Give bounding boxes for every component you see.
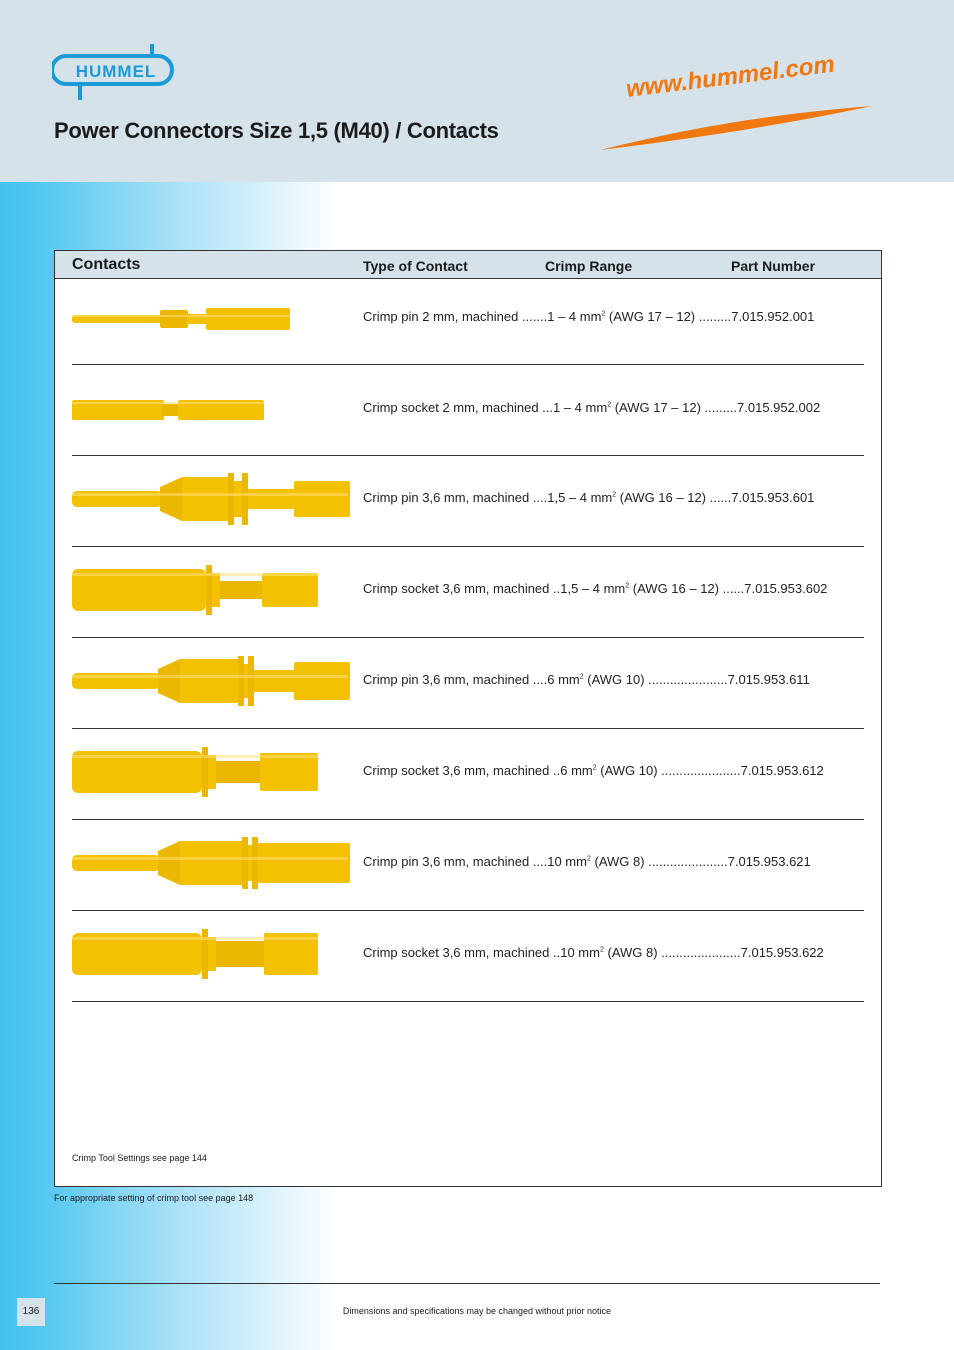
crimp-socket-2mm-image: [72, 397, 272, 423]
crimp-tool-note: Crimp Tool Settings see page 144: [72, 1153, 207, 1163]
crimp-pin-3-6mm-image: [72, 837, 352, 889]
hummel-logo: [52, 44, 180, 102]
page-number: 136: [17, 1298, 45, 1326]
col-part-number: Part Number: [731, 258, 816, 274]
contacts-panel: [54, 250, 882, 1187]
contact-spec: Crimp pin 3,6 mm, machined ....6 $mm^2$ (AWG 10) ......................7.015.953.611: [363, 672, 810, 687]
crimp-pin-2mm-image: [72, 306, 292, 332]
logo-text: HUMMEL: [75, 62, 157, 81]
contact-spec: Crimp socket 3,6 mm, machined ..6 $mm^2$ (AWG 10) ......................7.015.953.612: [363, 763, 824, 778]
contact-spec: Crimp pin 2 mm, machined .......1 – 4 $mm^2$ (AWG 17 – 12) .........7.015.952.001: [363, 309, 815, 324]
crimp-pin-3-6mm-image: [72, 473, 352, 525]
disclaimer: Dimensions and specifications may be changed without prior notice: [342, 1306, 612, 1316]
panel-heading: Contacts: [72, 256, 141, 273]
table-row: [72, 456, 864, 547]
table-row: [72, 911, 864, 1002]
table-row: [72, 729, 864, 820]
crimp-socket-3-6mm-image: [72, 929, 322, 979]
col-type-of-contact: Type of Contact: [363, 258, 468, 274]
contact-spec: Crimp socket 3,6 mm, machined ..10 $mm^2$ (AWG 8) ......................7.015.953.622: [363, 945, 824, 960]
website-link[interactable]: www.hummel.com: [624, 50, 837, 104]
contact-spec: Crimp pin 3,6 mm, machined ....1,5 – 4 $mm^2$ (AWG 16 – 12) ......7.015.953.601: [363, 490, 815, 505]
col-crimp-range: Crimp Range: [545, 258, 633, 274]
crimp-socket-3-6mm-image: [72, 747, 322, 797]
table-row: [72, 365, 864, 456]
table-row: [72, 274, 864, 365]
website-swoosh: [596, 98, 876, 154]
contact-spec: Crimp socket 2 mm, machined ...1 – 4 $mm^2$ (AWG 17 – 12) .........7.015.952.002: [363, 400, 821, 415]
table-row: [72, 547, 864, 638]
footnote: For appropriate setting of crimp tool see page 148: [54, 1193, 254, 1203]
contact-spec: Crimp socket 3,6 mm, machined ..1,5 – 4 $mm^2$ (AWG 16 – 12) ......7.015.953.602: [363, 581, 828, 596]
crimp-pin-3-6mm-image: [72, 656, 352, 706]
crimp-socket-3-6mm-image: [72, 565, 322, 615]
table-row: [72, 638, 864, 729]
table-row: [72, 820, 864, 911]
page-title: Power Connectors Size 1,5 (M40) / Contacts: [54, 118, 499, 143]
contact-spec: Crimp pin 3,6 mm, machined ....10 $mm^2$ (AWG 8) ......................7.015.953.621: [363, 854, 811, 869]
footer-divider: [54, 1283, 880, 1284]
